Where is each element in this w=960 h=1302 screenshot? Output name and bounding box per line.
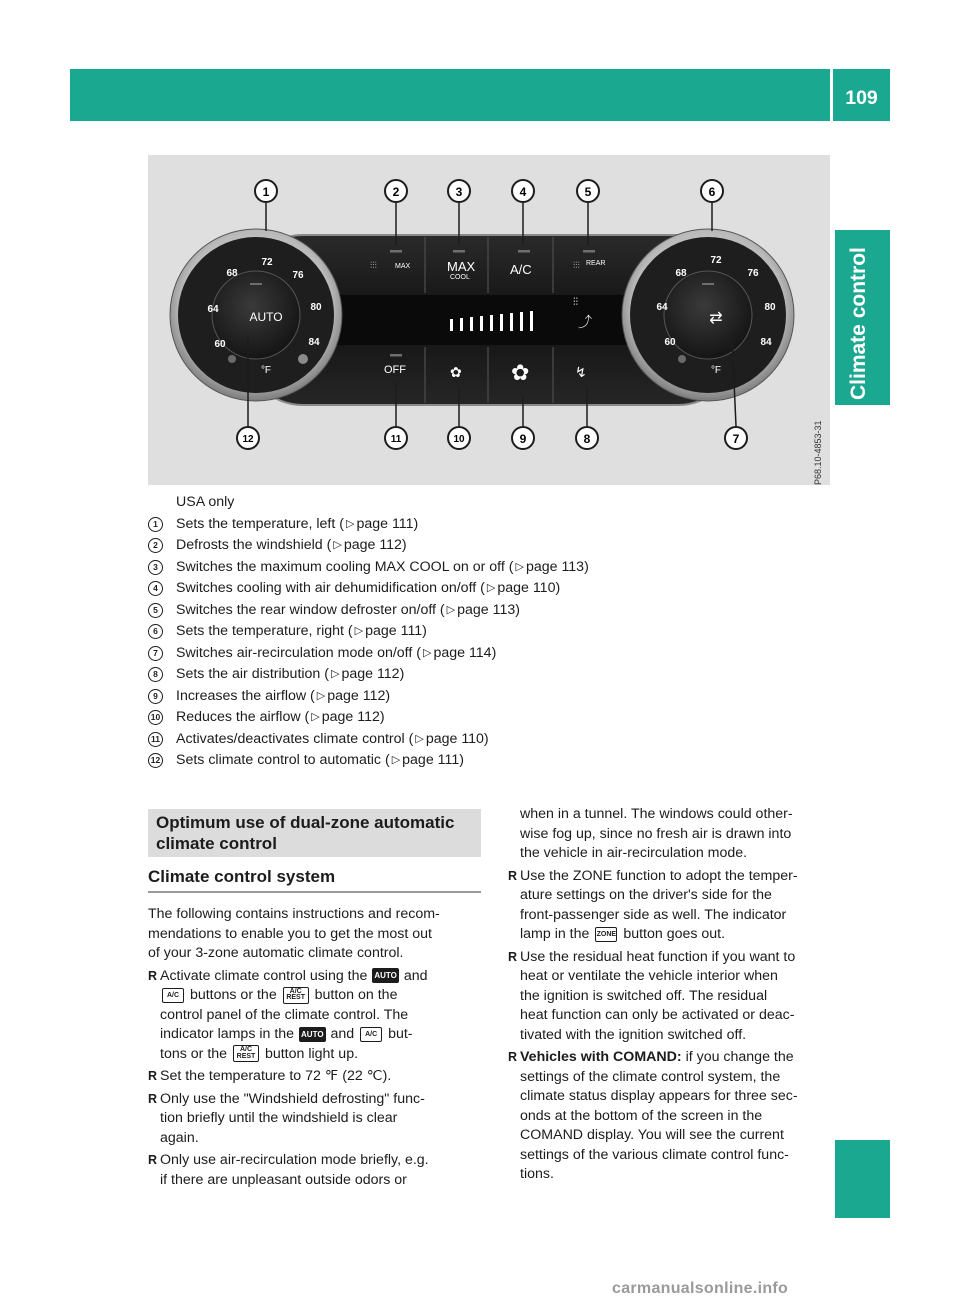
right-tick-80: 80 xyxy=(764,302,776,313)
page-ref-arrow-icon: ▷ xyxy=(311,711,320,723)
legend-page-ref[interactable]: page 113) xyxy=(525,558,589,575)
legend-item xyxy=(148,750,828,772)
callout-4 xyxy=(512,180,534,202)
legend-text: Sets the temperature, left ( xyxy=(176,515,344,532)
legend-number-badge: 4 xyxy=(148,581,163,596)
legend-number-badge: 1 xyxy=(148,517,163,532)
legend-item xyxy=(148,686,828,708)
right-column xyxy=(508,805,834,1188)
right-temperature-dial xyxy=(622,229,794,401)
left-tick-60: 60 xyxy=(214,339,226,350)
subsection-rule xyxy=(148,891,481,893)
page-ref-arrow-icon: ▷ xyxy=(391,754,401,766)
display-strip xyxy=(328,295,648,345)
left-tick-76: 76 xyxy=(292,270,304,281)
page-ref-arrow-icon: ▷ xyxy=(333,539,342,551)
legend-item xyxy=(148,643,828,665)
svg-text:5: 5 xyxy=(584,185,592,199)
legend-text: Sets the air distribution ( xyxy=(176,666,329,682)
callout-2 xyxy=(385,180,407,202)
legend-page-ref[interactable]: page 113) xyxy=(457,601,520,618)
svg-text:3: 3 xyxy=(455,185,463,199)
legend-page-ref[interactable]: page 112) xyxy=(327,687,391,704)
legend-number-badge: 5 xyxy=(148,603,163,618)
callout-9 xyxy=(512,427,534,449)
bullet-comand: R Vehicles with COMAND: if you change the settings of the climate control system, the climate status display appears for three sec- onds at the bottom of the screen in the COMAND display. You will see the current settings of the various climate control func- tions. xyxy=(508,1048,834,1185)
svg-text:1: 1 xyxy=(262,185,270,199)
svg-text:2: 2 xyxy=(392,185,400,199)
bullet-recirculation: R Only use air-recirculation mode briefly, e.g. if there are unpleasant outside odors or xyxy=(148,1151,481,1190)
intro-paragraph: The following contains instructions and recom- mendations to enable you to get the most out of your 3-zone automatic climate control. xyxy=(148,906,440,961)
bullet-activate: R Activate climate control using the AUTO and A/C buttons or the A/C REST button on the control panel of the climate control. The indicator lamps in the AUTO and A/C but- tons or the A/C REST button light up. xyxy=(148,967,481,1065)
callout-3 xyxy=(448,180,470,202)
defrost-max-label: MAX xyxy=(395,263,411,270)
legend-page-ref[interactable]: page 111) xyxy=(356,515,419,532)
fan-high-icon: ✿ xyxy=(511,360,530,385)
watermark: carmanualsonline.info xyxy=(612,1280,789,1297)
callout-10 xyxy=(448,427,470,449)
page-ref-arrow-icon: ▷ xyxy=(515,560,524,573)
climate-panel-illustration xyxy=(148,155,830,485)
figure-code: P68.10-4853-31 xyxy=(813,420,823,485)
ac-rest-button-icon: A/C REST xyxy=(283,987,309,1004)
header-bar xyxy=(70,69,890,121)
left-tick-64: 64 xyxy=(207,304,219,315)
legend-item xyxy=(148,664,828,686)
callout-1 xyxy=(255,180,277,202)
right-tick-76: 76 xyxy=(747,268,759,279)
page-ref-arrow-icon: ▷ xyxy=(354,625,364,637)
svg-text:8: 8 xyxy=(583,432,591,446)
legend-item xyxy=(148,621,828,643)
max-cool-label-bottom: COOL xyxy=(450,274,470,281)
page-ref-arrow-icon: ▷ xyxy=(345,517,355,530)
right-tick-60: 60 xyxy=(664,337,676,348)
legend-item xyxy=(148,578,828,600)
svg-text:11: 11 xyxy=(390,434,402,445)
auto-button-icon: AUTO xyxy=(372,968,399,983)
figure-legend xyxy=(148,492,828,772)
legend-number-badge: 11 xyxy=(148,732,163,747)
svg-text:4: 4 xyxy=(519,185,527,199)
legend-number-badge: 7 xyxy=(148,646,163,661)
callout-6 xyxy=(701,180,723,202)
legend-number-badge: 3 xyxy=(148,560,163,575)
legend-item xyxy=(148,729,828,751)
legend-number-badge: 9 xyxy=(148,689,163,704)
page-ref-arrow-icon: ▷ xyxy=(330,668,340,680)
subsection-heading: Climate control system xyxy=(148,867,336,886)
left-tick-80: 80 xyxy=(310,302,322,313)
defrost-max-icon: ⫶⫶⫶ xyxy=(370,260,377,270)
svg-text:9: 9 xyxy=(519,432,527,446)
climate-panel-figure xyxy=(148,155,830,485)
legend-text: Sets climate control to automatic ( xyxy=(176,752,390,768)
legend-number-badge: 10 xyxy=(148,710,163,725)
legend-text: Sets the temperature, right ( xyxy=(176,623,353,639)
page-title: Overview of climate control systems xyxy=(480,18,822,40)
left-temperature-dial xyxy=(170,229,342,401)
legend-item xyxy=(148,557,828,579)
legend-number-badge: 6 xyxy=(148,624,163,639)
page-ref-arrow-icon: ▷ xyxy=(415,732,424,745)
air-distribution-icon: ↯ xyxy=(575,364,587,380)
callout-12 xyxy=(237,427,259,449)
legend-text: Increases the airflow ( xyxy=(176,687,315,704)
legend-number-badge: 8 xyxy=(148,667,163,682)
legend-item xyxy=(148,600,828,622)
bullet-residual-heat: R Use the residual heat function if you want to heat or ventilate the vehicle interior when the ignition is switched off. The residual heat function can only be activated or deac- tivated with the ignition switched off. xyxy=(508,948,834,1046)
legend-text: Activates/deactivates climate control ( xyxy=(176,730,414,747)
zone-button-icon: ZONE xyxy=(595,927,617,942)
legend-note: USA only xyxy=(176,494,235,510)
legend-text: Switches cooling with air dehumidification on/off ( xyxy=(176,580,485,596)
legend-item xyxy=(148,535,828,557)
right-tick-68: 68 xyxy=(675,268,687,279)
page-ref-arrow-icon: ▷ xyxy=(486,582,496,594)
legend-text: Defrosts the windshield ( xyxy=(176,537,332,553)
legend-number-badge: 12 xyxy=(148,753,163,768)
legend-number-badge: 2 xyxy=(148,538,163,553)
rear-label: REAR xyxy=(586,260,606,267)
ac-button-icon: A/C xyxy=(162,988,184,1003)
svg-text:12: 12 xyxy=(242,434,254,445)
bullet-zone: R Use the ZONE function to adopt the temper- ature settings on the driver's side for the front-passenger side as well. The indicator lamp in the ZONE button goes out. xyxy=(508,867,834,945)
page-number: 109 xyxy=(845,87,878,109)
left-tick-72: 72 xyxy=(261,257,273,268)
legend-item xyxy=(148,707,828,729)
auto-button-icon: AUTO xyxy=(299,1027,326,1042)
legend-page-ref[interactable]: page 112) xyxy=(343,537,407,553)
callout-7 xyxy=(725,427,747,449)
chapter-tab-label: Climate control xyxy=(847,247,870,400)
legend-text: Reduces the airflow ( xyxy=(176,709,310,725)
left-unit-label: °F xyxy=(260,365,272,376)
legend-page-ref[interactable]: page 112) xyxy=(341,666,405,682)
right-tick-72: 72 xyxy=(710,255,722,266)
svg-text:10: 10 xyxy=(453,434,465,445)
legend-item xyxy=(148,514,828,536)
rear-defrost-icon: ⫶⫶⫶ xyxy=(573,260,580,270)
callout-5 xyxy=(577,180,599,202)
airflow-indicator-icon: ⤴ xyxy=(578,314,592,330)
legend-text: Switches the maximum cooling MAX COOL on or off ( xyxy=(176,558,514,575)
right-tick-64: 64 xyxy=(656,302,668,313)
legend-page-ref[interactable]: page 110) xyxy=(425,730,489,747)
callout-8 xyxy=(576,427,598,449)
legend-text: Switches the rear window defroster on/off ( xyxy=(176,601,445,618)
defrost-indicator-icon: ⫶⫶ xyxy=(573,297,578,308)
legend-text: Switches air-recirculation mode on/off ( xyxy=(176,644,421,661)
page-ref-arrow-icon: ▷ xyxy=(422,646,432,659)
page-ref-arrow-icon: ▷ xyxy=(446,603,456,616)
ac-label: A/C xyxy=(510,262,532,277)
ac-rest-button-icon: A/C REST xyxy=(233,1045,259,1062)
left-tick-68: 68 xyxy=(226,268,238,279)
legend-page-ref[interactable]: page 112) xyxy=(321,709,385,725)
left-column xyxy=(148,905,481,1193)
svg-text:6: 6 xyxy=(708,185,716,199)
ac-button-icon: A/C xyxy=(360,1027,382,1042)
legend-page-ref[interactable]: page 111) xyxy=(365,623,427,639)
auto-button-label: AUTO xyxy=(249,310,283,324)
section-heading: Optimum use of dual-zone automatic climate control xyxy=(148,809,481,857)
callout-11 xyxy=(385,427,407,449)
off-label: OFF xyxy=(384,364,406,376)
page-ref-arrow-icon: ▷ xyxy=(316,689,326,702)
recirculation-continued: when in a tunnel. The windows could other- wise fog up, since no fresh air is drawn into the vehicle in air-recirculation mode. xyxy=(520,806,793,861)
bullet-windshield-defrost: R Only use the "Windshield defrosting" func- tion briefly until the windshield is clear again. xyxy=(148,1090,481,1149)
chapter-tab-marker xyxy=(835,1140,890,1218)
svg-text:7: 7 xyxy=(732,432,740,446)
legend-page-ref[interactable]: page 111) xyxy=(402,752,464,768)
right-unit-label: °F xyxy=(710,365,722,376)
legend-page-ref[interactable]: page 110) xyxy=(497,580,561,596)
bullet-set-temperature: R Set the temperature to 72 ℉ (22 ℃). xyxy=(148,1067,481,1087)
fan-low-icon: ✿ xyxy=(450,364,462,380)
right-tick-84: 84 xyxy=(760,337,772,348)
recirculation-car-icon: ⇄ xyxy=(709,310,723,327)
left-tick-84: 84 xyxy=(308,337,320,348)
legend-page-ref[interactable]: page 114) xyxy=(433,644,497,661)
max-cool-label-top: MAX xyxy=(447,259,476,274)
